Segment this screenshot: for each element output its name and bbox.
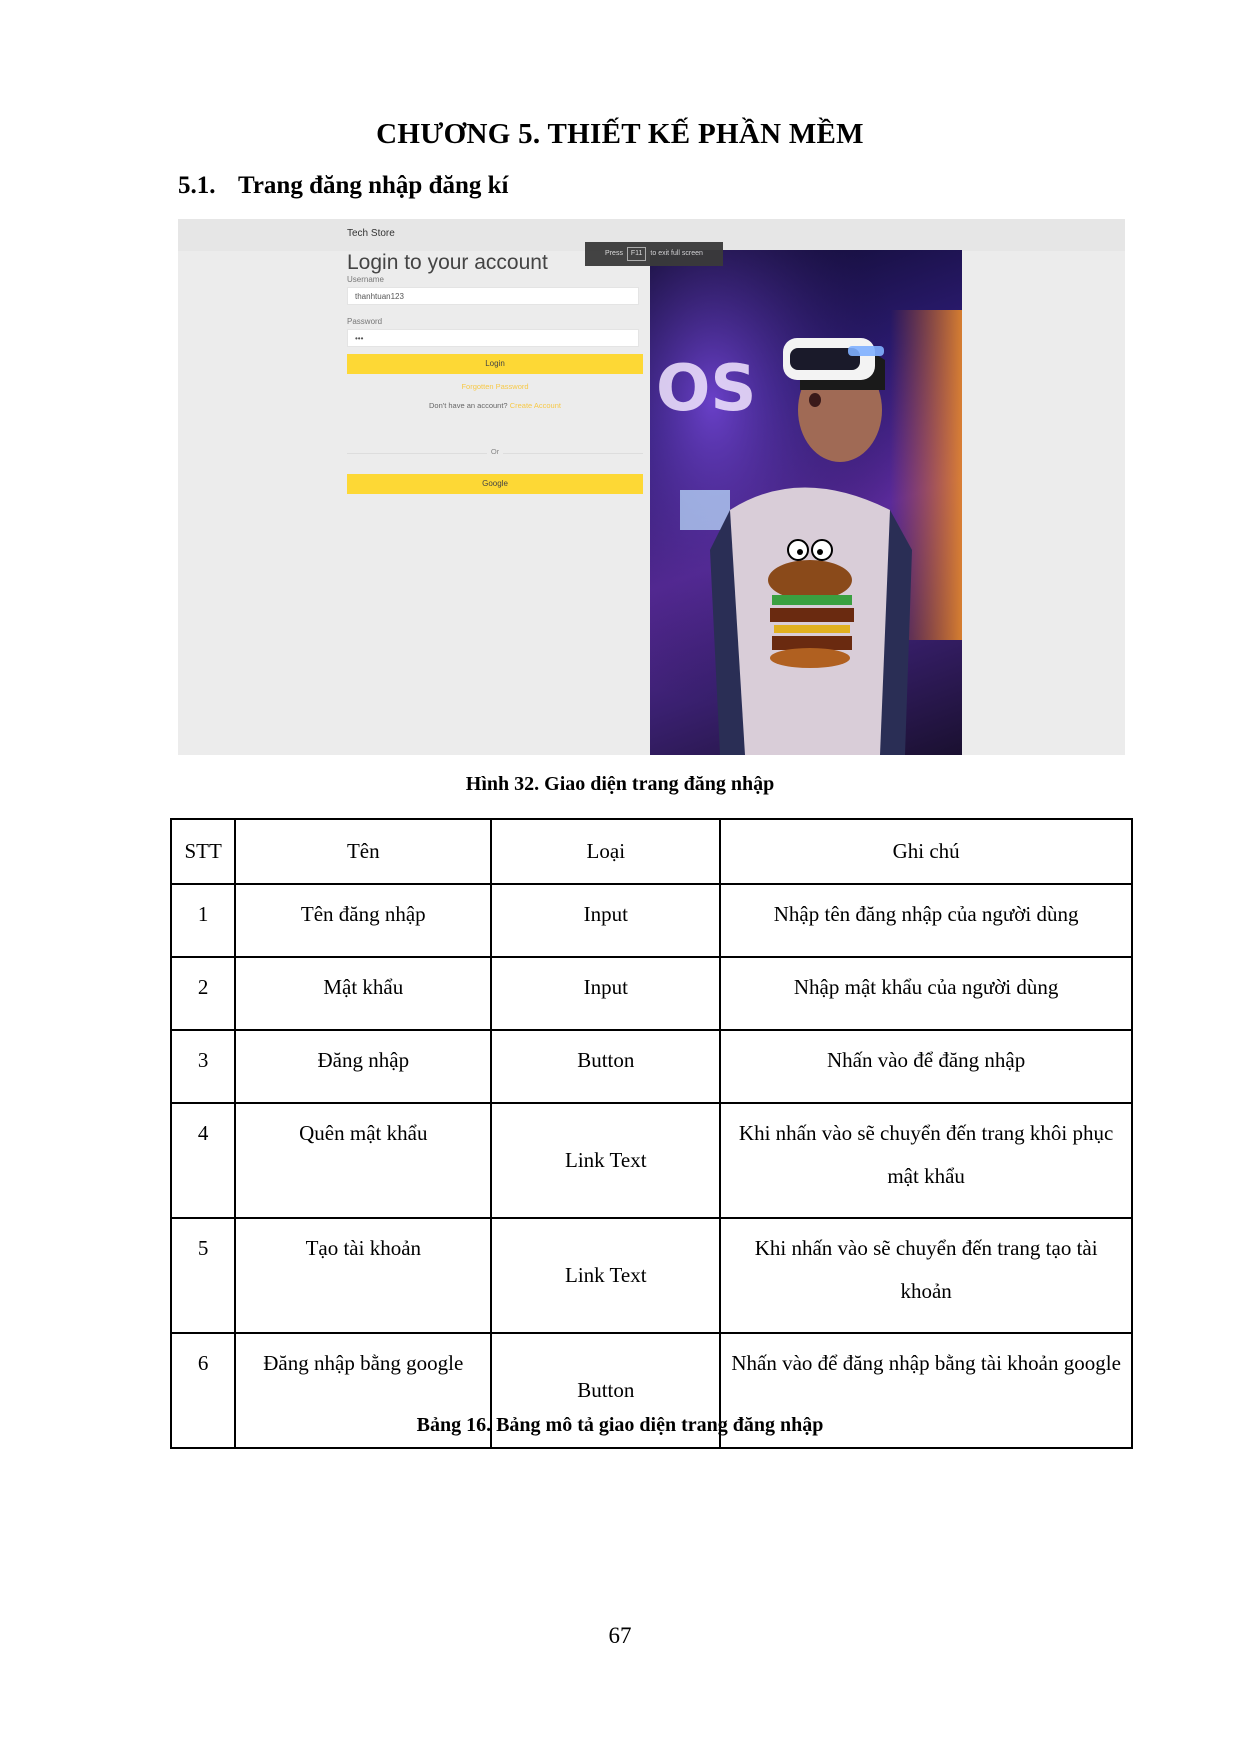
- vr-photo-illustration: [650, 250, 962, 755]
- cell-name: Đăng nhập: [235, 1030, 491, 1103]
- password-label: Password: [347, 317, 383, 326]
- password-input[interactable]: •••: [347, 329, 639, 347]
- forgot-password-text[interactable]: Forgotten Password: [461, 382, 529, 391]
- brand-name: Tech Store: [347, 228, 395, 239]
- section-heading: [178, 172, 509, 200]
- section-title: Trang đăng nhập đăng kí: [238, 172, 509, 199]
- login-screenshot-figure: [178, 219, 1125, 755]
- no-account-text: Don't have an account?: [429, 401, 508, 410]
- table-row: [171, 1103, 1132, 1218]
- login-button[interactable]: Login: [347, 354, 643, 374]
- cell-name: Tạo tài khoản: [235, 1218, 491, 1333]
- cell-name: Đăng nhập bằng google: [235, 1333, 491, 1448]
- create-account-link[interactable]: Create Account: [509, 401, 561, 410]
- f11-key: F11: [627, 247, 647, 261]
- cell-type: Input: [491, 884, 720, 957]
- username-input[interactable]: thanhtuan123: [347, 287, 639, 305]
- cell-type: Button: [491, 1333, 720, 1448]
- cell-type: Input: [491, 957, 720, 1030]
- header-note: Ghi chú: [720, 819, 1132, 884]
- table-row: [171, 1030, 1132, 1103]
- cell-type: Button: [491, 1030, 720, 1103]
- create-account-line: [347, 401, 643, 410]
- username-label: Username: [347, 275, 384, 284]
- cell-type: Link Text: [491, 1218, 720, 1333]
- svg-text:OS: OS: [656, 352, 757, 426]
- cell-stt: 3: [171, 1030, 235, 1103]
- chapter-title: CHƯƠNG 5. THIẾT KẾ PHẦN MỀM: [376, 118, 864, 150]
- section-number: 5.1.: [178, 172, 216, 199]
- cell-stt: 4: [171, 1103, 235, 1218]
- cell-note: Nhập mật khẩu của người dùng: [720, 957, 1132, 1030]
- cell-name: Tên đăng nhập: [235, 884, 491, 957]
- header-type: Loại: [491, 819, 720, 884]
- table-row: [171, 1218, 1132, 1333]
- table-header-row: [171, 819, 1132, 884]
- cell-type: Link Text: [491, 1103, 720, 1218]
- or-text: Or: [347, 447, 643, 456]
- cell-name: Mật khẩu: [235, 957, 491, 1030]
- cell-note: Nhấn vào để đăng nhập bằng tài khoản google: [720, 1333, 1132, 1448]
- cell-stt: 1: [171, 884, 235, 957]
- header-stt: STT: [171, 819, 235, 884]
- table-row: [171, 884, 1132, 957]
- fullscreen-notice: Press F11 to exit full screen: [585, 242, 723, 266]
- cell-stt: 6: [171, 1333, 235, 1448]
- login-heading: Login to your account: [347, 251, 548, 274]
- figure-caption: Hình 32. Giao diện trang đăng nhập: [465, 773, 775, 795]
- cell-note: Nhập tên đăng nhập của người dùng: [720, 884, 1132, 957]
- forgot-password-link[interactable]: [347, 382, 643, 391]
- cell-stt: 2: [171, 957, 235, 1030]
- table-caption: Bảng 16. Bảng mô tả giao diện trang đăng nhập: [416, 1414, 824, 1436]
- table-row: [171, 957, 1132, 1030]
- cell-note: Nhấn vào để đăng nhập: [720, 1030, 1132, 1103]
- cell-name: Quên mật khẩu: [235, 1103, 491, 1218]
- header-name: Tên: [235, 819, 491, 884]
- cell-stt: 5: [171, 1218, 235, 1333]
- vr-person-photo: [650, 250, 962, 755]
- cell-note: Khi nhấn vào sẽ chuyển đến trang khôi phục mật khẩu: [720, 1103, 1132, 1218]
- cell-note: Khi nhấn vào sẽ chuyển đến trang tạo tài khoản: [720, 1218, 1132, 1333]
- page-number: 67: [608, 1623, 632, 1648]
- google-login-button[interactable]: Google: [347, 474, 643, 494]
- description-table: [170, 818, 1133, 1449]
